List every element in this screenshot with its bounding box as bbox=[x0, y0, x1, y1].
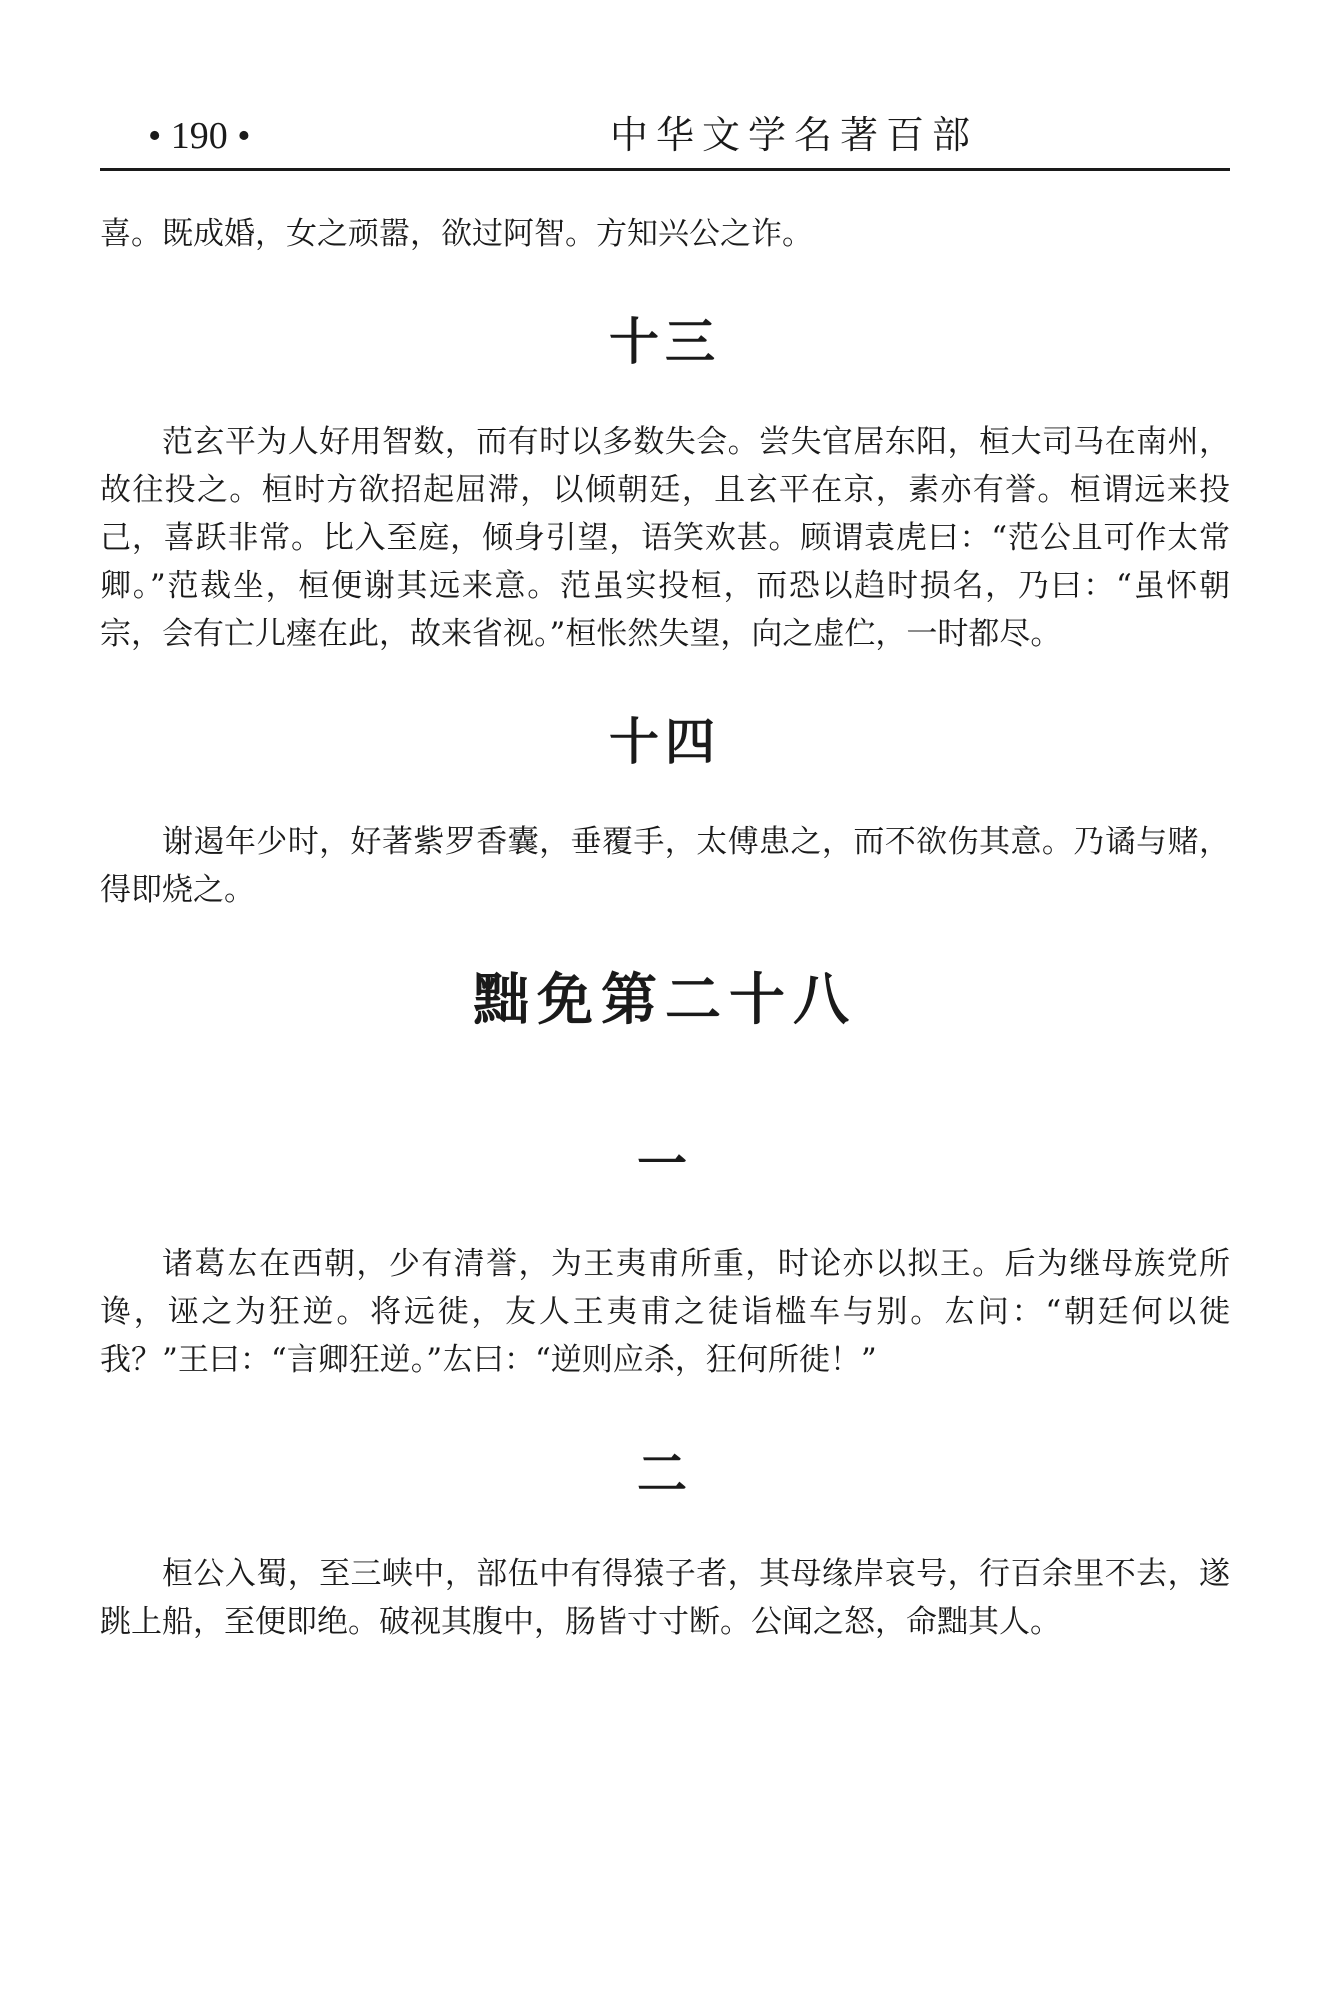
section-heading-2: 二 bbox=[637, 1445, 693, 1503]
section-heading-13: 十三 bbox=[609, 313, 721, 371]
section-heading-1: 一 bbox=[637, 1135, 693, 1193]
section-14-paragraph: 谢遏年少时，好著紫罗香囊，垂覆手，太傅患之，而不欲伤其意。乃谲与赌，得即烧之。 bbox=[100, 824, 1230, 908]
book-title: 中华文学名著百部 bbox=[610, 113, 979, 157]
section-heading-14: 十四 bbox=[609, 713, 721, 771]
spacer bbox=[100, 1504, 1230, 1550]
spacer bbox=[100, 658, 1230, 712]
spacer bbox=[100, 372, 1230, 418]
spacer bbox=[100, 914, 1230, 968]
spacer bbox=[100, 1194, 1230, 1240]
spacer bbox=[100, 772, 1230, 818]
section-1-paragraph: 诸葛厷在西朝，少有清誉，为王夷甫所重，时论亦以拟王。后为继母族党所谗，诬之为狂逆。将远徙，友人王夷甫之徒诣槛车与别。厷问：“朝廷何以徙我？”王曰：“言卿狂逆。”厷曰：“逆则应杀，狂何所徙！” bbox=[100, 1246, 1230, 1378]
spacer bbox=[100, 1384, 1230, 1444]
spacer bbox=[100, 1034, 1230, 1134]
page-number: • 190 • bbox=[148, 115, 251, 157]
chapter-title: 黜免第二十八 bbox=[473, 968, 857, 1033]
page-body bbox=[100, 210, 1230, 1646]
carryover-paragraph: 喜。既成婚，女之顽嚣，欲过阿智。方知兴公之诈。 bbox=[100, 216, 813, 252]
spacer bbox=[100, 258, 1230, 312]
page-header bbox=[100, 108, 1230, 171]
section-2-paragraph: 桓公入蜀，至三峡中，部伍中有得猿子者，其母缘岸哀号，行百余里不去，遂跳上船，至便即绝。破视其腹中，肠皆寸寸断。公闻之怒，命黜其人。 bbox=[100, 1556, 1230, 1640]
section-13-paragraph: 范玄平为人好用智数，而有时以多数失会。尝失官居东阳，桓大司马在南州，故往投之。桓时方欲招起屈滞，以倾朝廷，且玄平在京，素亦有誉。桓谓远来投己，喜跃非常。比入至庭，倾身引望，语笑欢甚。顾谓袁虎曰：“范公且可作太常卿。”范裁坐，桓便谢其远来意。范虽实投桓，而恐以趋时损名，乃曰：“虽怀朝宗，会有亡儿瘗在此，故来省视。”桓怅然失望，向之虚伫，一时都尽。 bbox=[100, 424, 1230, 652]
